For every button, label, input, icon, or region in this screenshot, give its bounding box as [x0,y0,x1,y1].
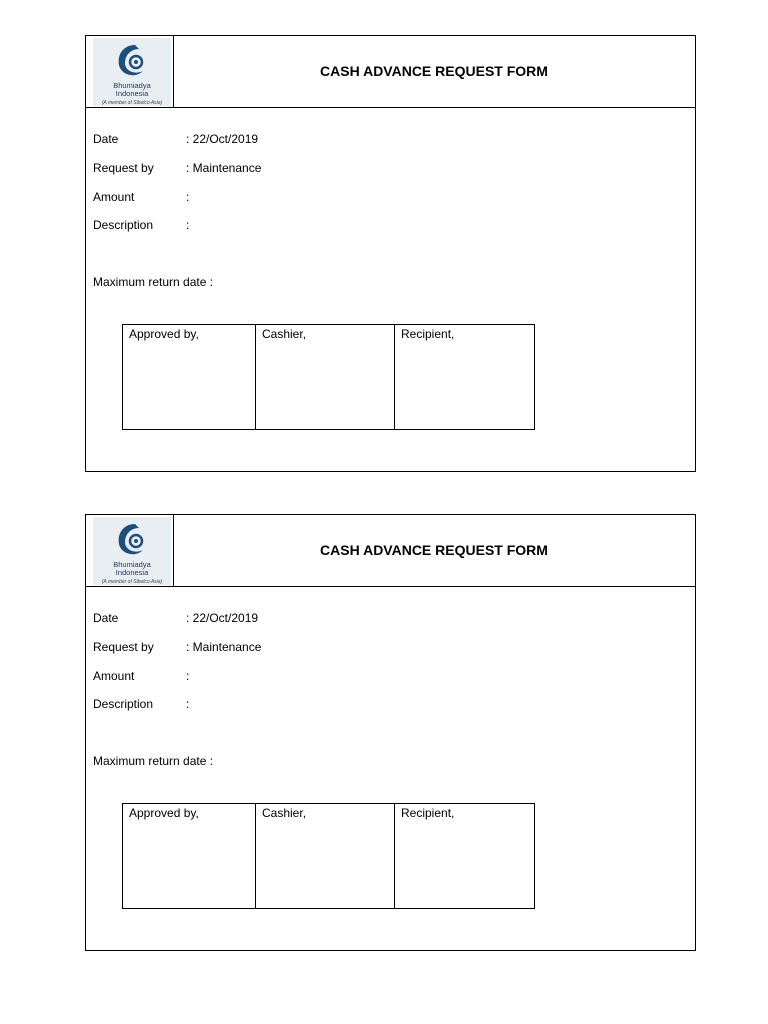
recipient-cell: Recipient, [401,806,455,820]
logo-tagline: (A member of Sibelco Asia) [101,100,163,106]
signature-table [122,324,535,430]
date-row [93,610,258,626]
description-value: : [186,218,190,232]
company-logo [93,517,171,585]
form-header [86,36,695,108]
logo-cell [86,36,174,107]
cash-advance-form-1 [85,35,696,472]
request-by-row [93,639,261,655]
amount-value: : [186,669,190,683]
logo-name: Bhumiadya [113,560,151,569]
description-value: : [186,697,190,711]
cashier-cell: Cashier, [256,804,395,908]
request-by-label: Request by [93,640,154,654]
logo-tagline: (A member of Sibelco Asia) [101,579,163,585]
amount-label: Amount [93,669,135,683]
request-by-value: : Maintenance [186,161,262,175]
form-header [86,515,695,587]
approved-by-cell: Approved by, [123,804,256,908]
date-row [93,131,258,147]
description-label: Description [93,218,154,232]
max-return-label: Maximum return date : [93,275,214,289]
approved-by-cell: Approved by, [123,325,256,429]
amount-row [93,189,189,205]
request-by-value: : Maintenance [186,640,262,654]
amount-value: : [186,190,190,204]
cash-advance-form-2 [85,514,696,951]
max-return-label: Maximum return date : [93,754,214,768]
logo-name: Bhumiadya [113,81,151,90]
form-title: CASH ADVANCE REQUEST FORM [320,63,548,79]
date-value: : 22/Oct/2019 [186,611,259,625]
description-row [93,217,189,233]
date-value: : 22/Oct/2019 [186,132,259,146]
description-label: Description [93,697,154,711]
request-by-row [93,160,261,176]
logo-sub: Indonesia [115,568,149,577]
request-by-label: Request by [93,161,154,175]
form-title: CASH ADVANCE REQUEST FORM [320,542,548,558]
date-label: Date [93,132,119,146]
logo-swirl-icon [115,520,149,560]
signature-table [122,803,535,909]
company-logo [93,38,171,106]
max-return-row [93,274,213,290]
logo-sub: Indonesia [115,89,149,98]
description-row [93,696,189,712]
logo-swirl-icon [115,41,149,81]
amount-row [93,668,189,684]
logo-cell [86,515,174,586]
cashier-cell: Cashier, [256,325,395,429]
amount-label: Amount [93,190,135,204]
date-label: Date [93,611,119,625]
max-return-row [93,753,213,769]
recipient-cell: Recipient, [401,327,455,341]
